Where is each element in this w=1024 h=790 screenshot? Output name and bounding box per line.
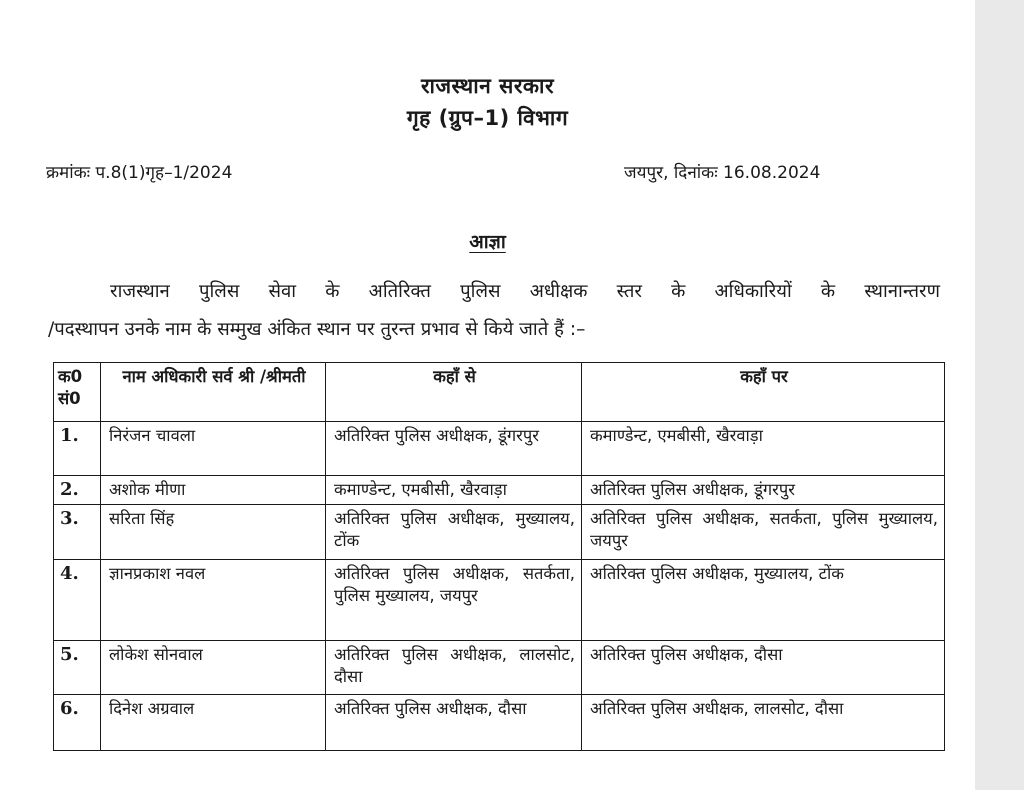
transfer-table [53,362,945,751]
serial-no: 6. [54,695,101,751]
officer-name: ज्ञानप्रकाश नवल [101,560,326,641]
header-from: कहाँ से [326,363,582,422]
table-row [54,505,945,560]
table-row [54,476,945,505]
from-posting: अतिरिक्त पुलिस अधीक्षक, सतर्कता, पुलिस मुख्यालय, जयपुर [326,560,582,641]
serial-no: 3. [54,505,101,560]
order-heading [0,228,975,254]
department-title: गृह (ग्रुप–1) विभाग [406,106,569,130]
header-serial-no: क0 सं0 [54,363,101,422]
table-header-row [54,363,945,422]
to-posting: अतिरिक्त पुलिस अधीक्षक, लालसोट, दौसा [582,695,945,751]
table-row [54,560,945,641]
from-posting: अतिरिक्त पुलिस अधीक्षक, डूंगरपुर [326,422,582,476]
serial-no: 2. [54,476,101,505]
to-posting: अतिरिक्त पुलिस अधीक्षक, सतर्कता, पुलिस मुख्यालय, जयपुर [582,505,945,560]
officer-name: दिनेश अग्रवाल [101,695,326,751]
place-date: जयपुर, दिनांकः 16.08.2024 [624,163,821,183]
government-title: राजस्थान सरकार [420,74,555,98]
from-posting: अतिरिक्त पुलिस अधीक्षक, दौसा [326,695,582,751]
body-line-1: राजस्थान पुलिस सेवा के अतिरिक्त पुलिस अधीक्षक स्तर के अधिकारियों के स्थानान्तरण [110,281,940,302]
header-to: कहाँ पर [582,363,945,422]
officer-name: अशोक मीणा [101,476,326,505]
to-posting: अतिरिक्त पुलिस अधीक्षक, मुख्यालय, टोंक [582,560,945,641]
body-line-2: /पदस्थापन उनके नाम के सम्मुख अंकित स्थान पर तुरन्त प्रभाव से किये जाते हैं :– [48,319,586,340]
order-heading-text: आज्ञा [469,231,506,253]
table-row [54,641,945,695]
order-number: क्रमांकः प.8(1)गृह–1/2024 [46,163,233,183]
table-row [54,422,945,476]
serial-no: 1. [54,422,101,476]
officer-name: निरंजन चावला [101,422,326,476]
table-row [54,695,945,751]
from-posting: अतिरिक्त पुलिस अधीक्षक, लालसोट, दौसा [326,641,582,695]
officer-name: सरिता सिंह [101,505,326,560]
serial-no: 4. [54,560,101,641]
to-posting: कमाण्डेन्ट, एमबीसी, खैरवाड़ा [582,422,945,476]
officer-name: लोकेश सोनवाल [101,641,326,695]
to-posting: अतिरिक्त पुलिस अधीक्षक, डूंगरपुर [582,476,945,505]
header-officer-name: नाम अधिकारी सर्व श्री /श्रीमती [101,363,326,422]
from-posting: अतिरिक्त पुलिस अधीक्षक, मुख्यालय, टोंक [326,505,582,560]
to-posting: अतिरिक्त पुलिस अधीक्षक, दौसा [582,641,945,695]
serial-no: 5. [54,641,101,695]
from-posting: कमाण्डेन्ट, एमबीसी, खैरवाड़ा [326,476,582,505]
